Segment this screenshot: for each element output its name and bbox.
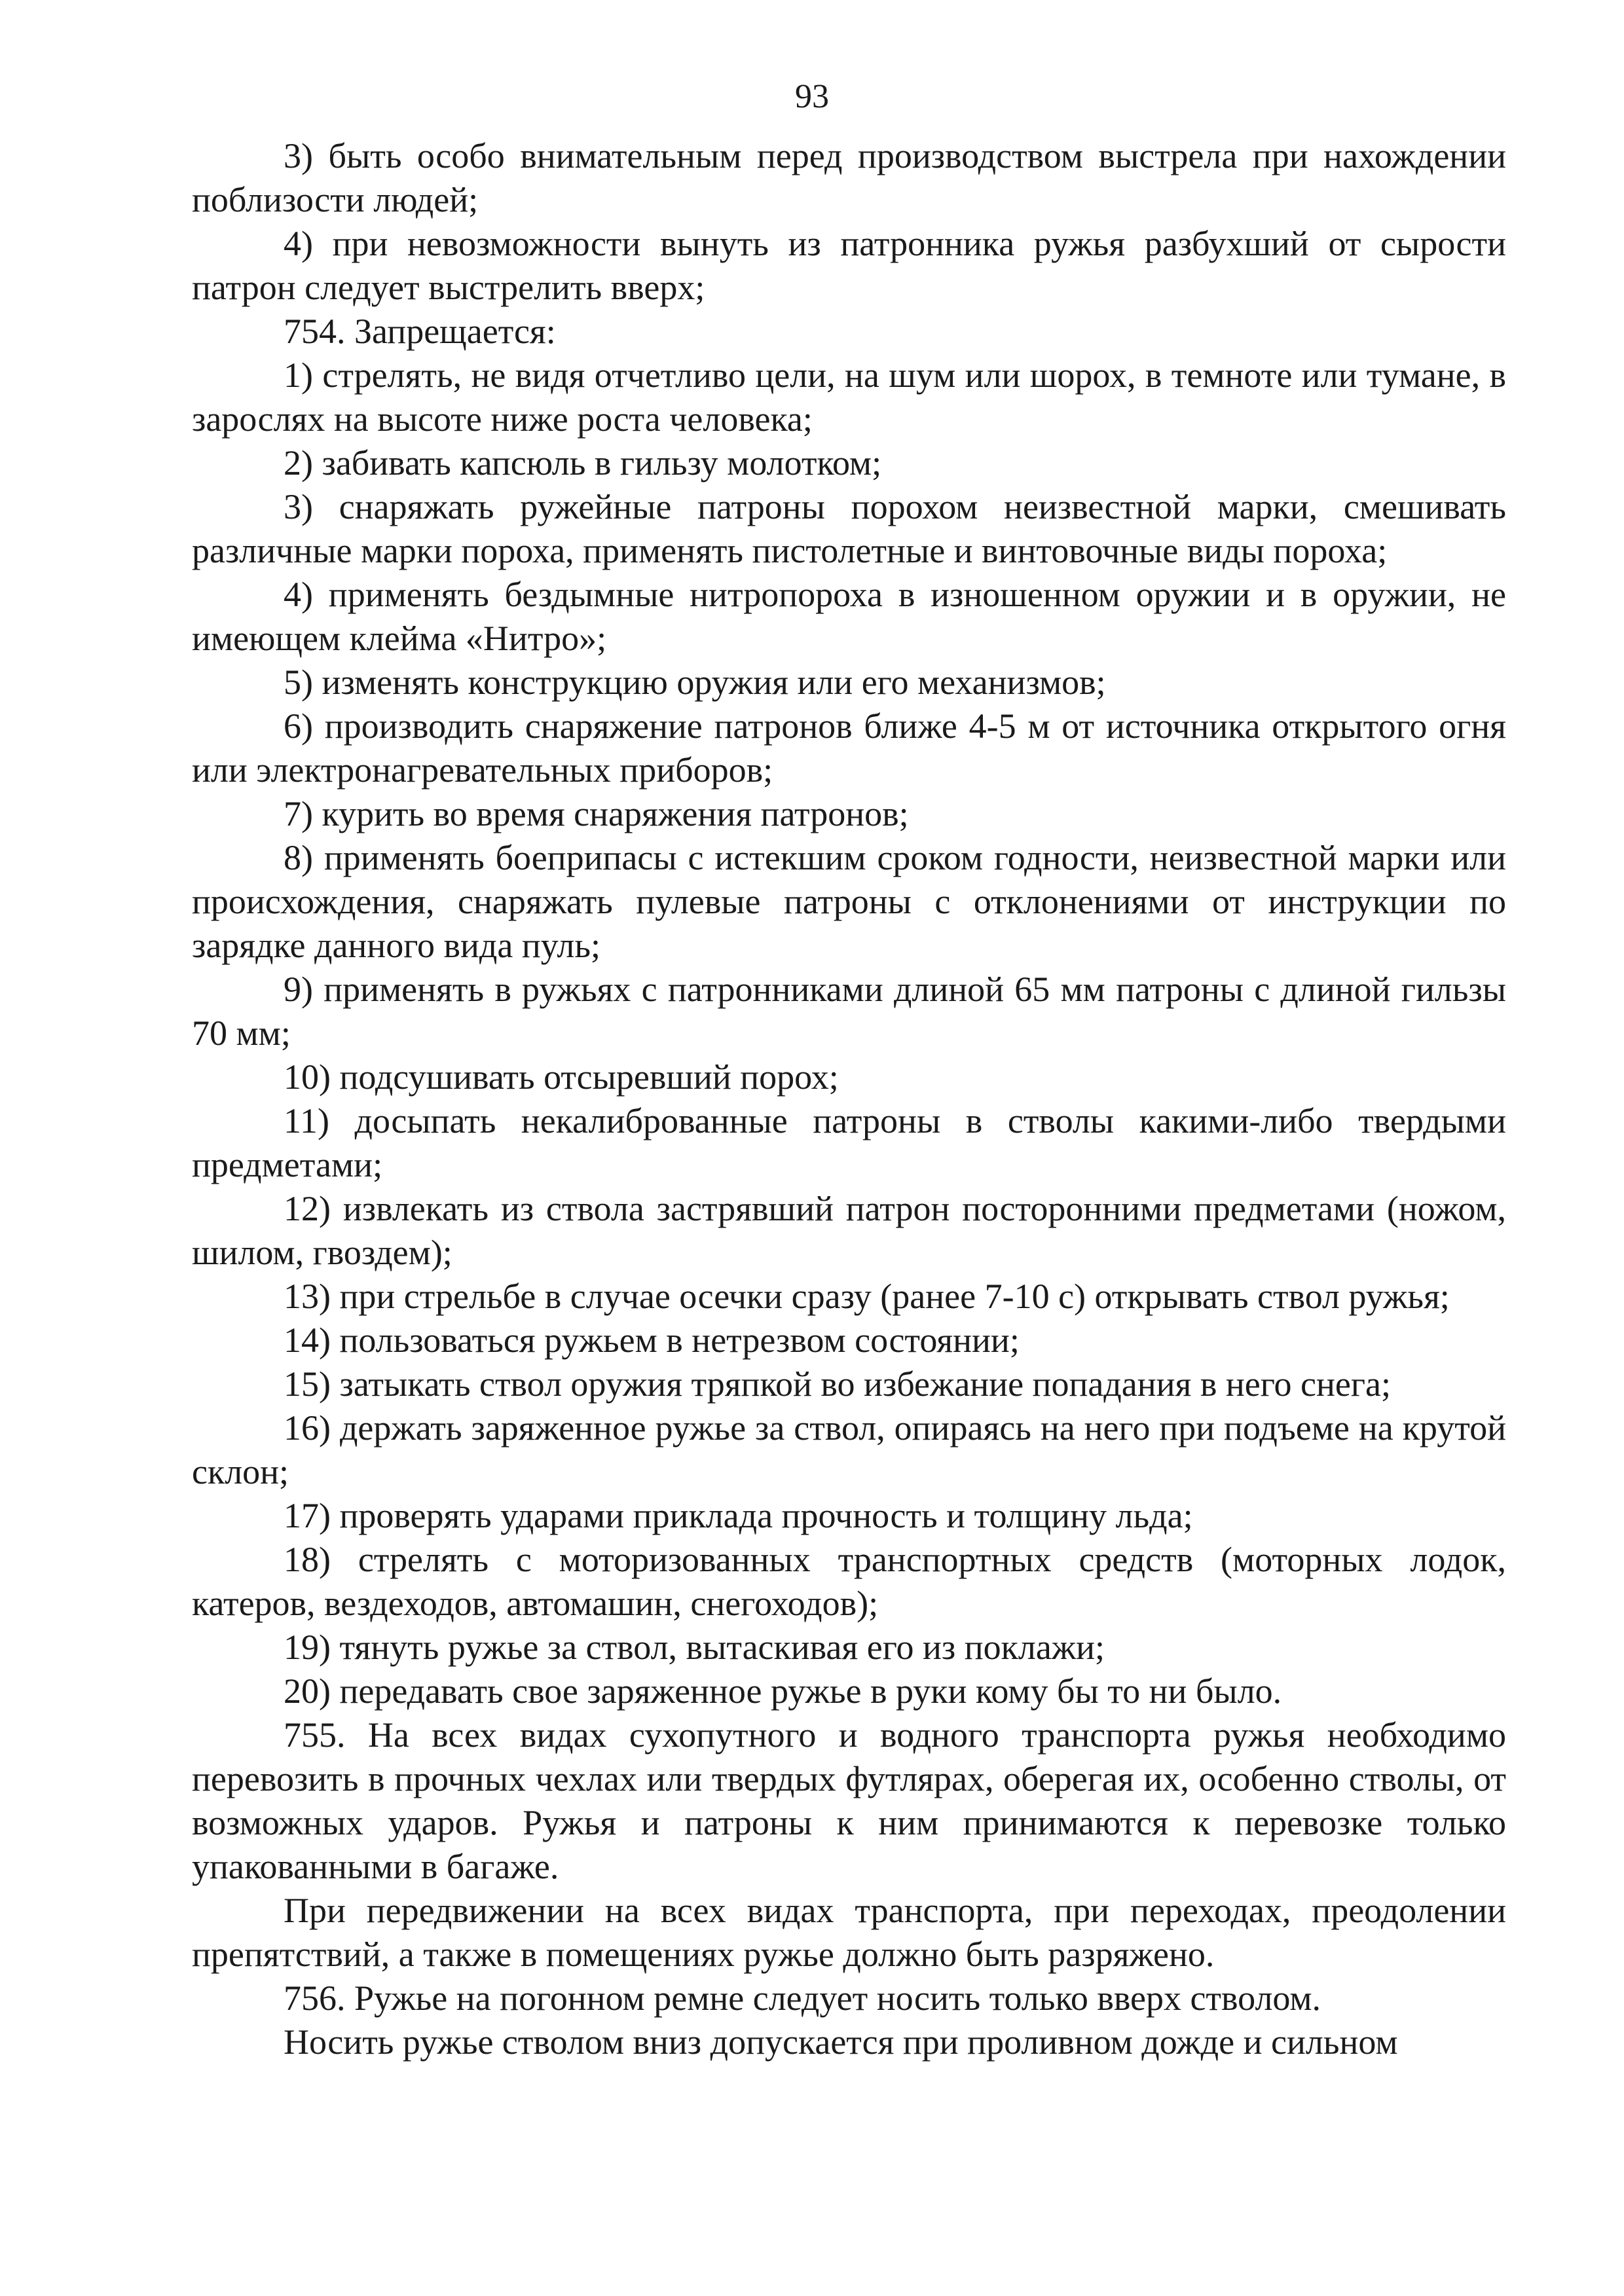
- paragraph: 3) снаряжать ружейные патроны порохом неизвестной марки, смешивать различные марки пороха, применять пистолетные и винтовочные виды пороха;: [192, 487, 1506, 570]
- paragraph: 7) курить во время снаряжения патронов;: [284, 794, 909, 833]
- paragraph: 20) передавать свое заряженное ружье в руки кому бы то ни было.: [284, 1671, 1282, 1711]
- paragraph: Носить ружье стволом вниз допускается при проливном дожде и сильном: [284, 2022, 1398, 2062]
- paragraph: При передвижении на всех видах транспорта, при переходах, преодолении препятствий, а также в помещениях ружье должно быть разряжено.: [192, 1891, 1506, 1974]
- paragraph: 11) досыпать некалиброванные патроны в стволы какими-либо твердыми предметами;: [192, 1101, 1506, 1184]
- paragraph: 4) применять бездымные нитропороха в изношенном оружии и в оружии, не имеющем клейма «Нитро»;: [192, 575, 1506, 658]
- page-number: 93: [795, 78, 829, 115]
- paragraph: 16) держать заряженное ружье за ствол, опираясь на него при подъеме на крутой склон;: [192, 1408, 1506, 1491]
- paragraph: 2) забивать капсюль в гильзу молотком;: [284, 443, 882, 483]
- paragraph: 13) при стрельбе в случае осечки сразу (ранее 7-10 с) открывать ствол ружья;: [284, 1277, 1450, 1316]
- paragraph: 12) извлекать из ствола застрявший патрон посторонними предметами (ножом, шилом, гвоздем);: [192, 1189, 1506, 1272]
- paragraph: 756. Ружье на погонном ремне следует носить только вверх стволом.: [284, 1978, 1321, 2018]
- paragraph: 5) изменять конструкцию оружия или его механизмов;: [284, 663, 1106, 702]
- paragraph: 10) подсушивать отсыревший порох;: [284, 1057, 839, 1097]
- section-heading: 754. Запрещается:: [284, 312, 556, 351]
- paragraph: 4) при невозможности вынуть из патронника ружья разбухший от сырости патрон следует выстрелить вверх;: [192, 224, 1506, 307]
- paragraph: 6) производить снаряжение патронов ближе 4-5 м от источника открытого огня или электронагревательных приборов;: [192, 706, 1506, 790]
- paragraph: 15) затыкать ствол оружия тряпкой во избежание попадания в него снега;: [284, 1364, 1392, 1404]
- paragraph: 8) применять боеприпасы с истекшим сроком годности, неизвестной марки или происхождения, снаряжать пулевые патроны с отклонениями от инструкции по зарядке данного вида пуль;: [192, 838, 1506, 965]
- paragraph: 17) проверять ударами приклада прочность и толщину льда;: [284, 1496, 1193, 1535]
- paragraph: 1) стрелять, не видя отчетливо цели, на шум или шорох, в темноте или тумане, в зарослях на высоте ниже роста человека;: [192, 355, 1506, 439]
- body-text: [192, 134, 1506, 2064]
- paragraph: 3) быть особо внимательным перед производством выстрела при нахождении поблизости людей;: [192, 136, 1506, 219]
- paragraph: 14) пользоваться ружьем в нетрезвом состоянии;: [284, 1321, 1020, 1360]
- paragraph: 18) стрелять с моторизованных транспортных средств (моторных лодок, катеров, вездеходов, автомашин, снегоходов);: [192, 1540, 1506, 1623]
- paragraph: 755. На всех видах сухопутного и водного транспорта ружья необходимо перевозить в прочных чехлах или твердых футлярах, оберегая их, особенно стволы, от возможных ударов. Ружья и патроны к ним принимаются к перевозке только упакованными в багаже.: [192, 1715, 1506, 1886]
- paragraph: 9) применять в ружьях с патронниками длиной 65 мм патроны с длиной гильзы 70 мм;: [192, 970, 1506, 1053]
- paragraph: 19) тянуть ружье за ствол, вытаскивая его из поклажи;: [284, 1628, 1105, 1667]
